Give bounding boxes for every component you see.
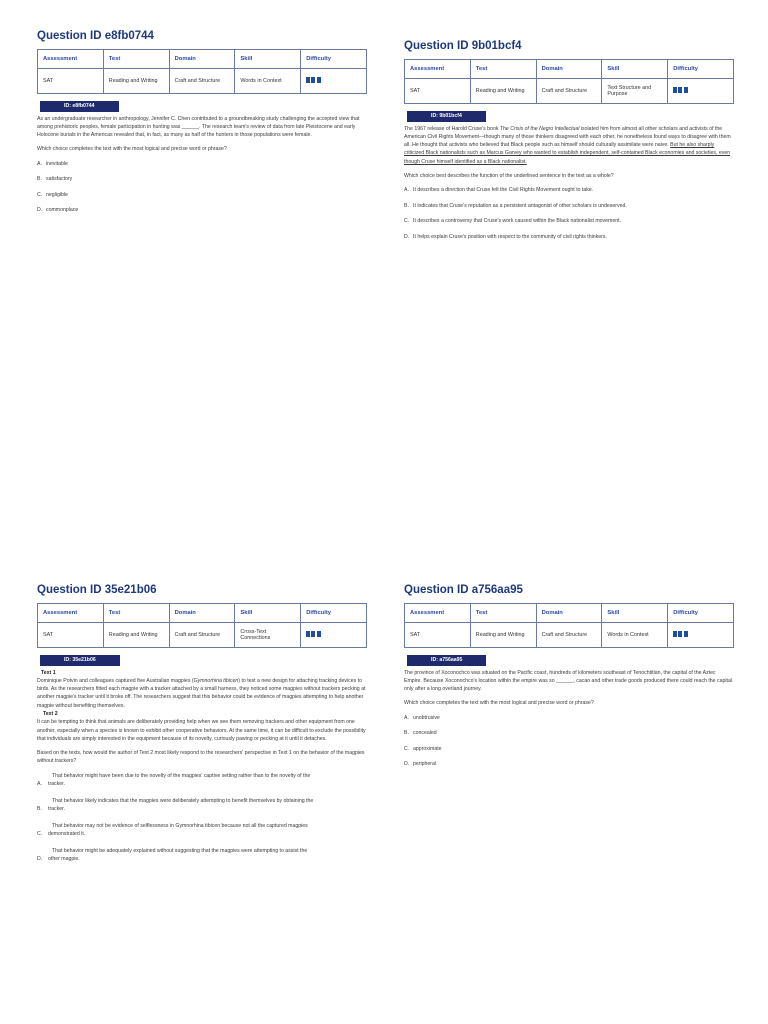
passage: As an undergraduate researcher in anthropology, Jennifer C. Chen contributed to a groundbreaking study challenging the accepted view that among prehistoric peoples, female participation in hunting was ______. The research team's review of data from late Pleistocene and early Holocene burials in the Americas revealed that, in fact, as many as half of the hunters in those populations were female. Which choice completes the text with the most logical and precise word or phrase? <box>37 115 367 154</box>
choice-b[interactable]: B. That behavior likely indicates that the magpies were deliberately attempting to benefit themselves by obtaining the tracker. <box>37 797 314 812</box>
id-badge: ID: 35e21b06 <box>40 655 120 666</box>
choice-d[interactable]: D. commonplace <box>37 207 79 214</box>
choice-d[interactable]: D. It helps explain Cruse's position with respect to the community of civil rights thinkers. <box>404 233 607 240</box>
choice-d[interactable]: D. That behavior might be adequately explained without suggesting that the magpies were attempting to assist the other magpie. <box>37 847 308 862</box>
question-title: Question ID a756aa95 <box>404 584 523 596</box>
question-panel-e8fb0744 <box>37 30 367 222</box>
cell-difficulty <box>301 69 367 94</box>
difficulty-bar <box>306 77 310 83</box>
cell-difficulty <box>301 623 367 648</box>
choice-a[interactable]: A. That behavior might have been due to the novelty of the magpies' captive setting rather than to the novelty of the tracker. <box>37 772 311 787</box>
question-meta-table <box>37 603 367 648</box>
cell-domain: Craft and Structure <box>169 69 235 94</box>
choice-d[interactable]: D. peripheral <box>404 761 437 768</box>
cell-assessment: SAT <box>405 79 471 104</box>
id-badge: ID: a756aa95 <box>407 655 486 666</box>
difficulty-bars <box>306 77 321 83</box>
cell-skill: Text Structure and Purpose <box>602 79 668 104</box>
choice-c[interactable]: C. negligible <box>37 191 68 198</box>
difficulty-bar <box>678 631 682 637</box>
passage: Text 1 Dominique Potvin and colleagues captured five Australian magpies (Gymnorhina tibicen) to test a new design for attaching tracking devices to birds. As the researchers fitted each magpie with a tracker attached by a small harness, they noticed some magpies without trackers pecking at another magpie's tracker until it broke off. The researchers suggest that this behavior could be evidence of magpies attempting to help another magpie without benefiting themselves. Text 2 It can be tempting to think that animals are deliberately providing help when we see them removing trackers and other equipment from one another, especially when a species is known to exhibit other cooperative behaviors. At the same time, it can be difficult to exclude the possibility that individuals are simply interested in the equipment because of its novelty, curiously pawing or pecking at it until it detaches. Based on the texts, how would the author of Text 2 most likely respond to the researchers' perspective in Text 1 on the behavior of the magpies without trackers? <box>37 669 366 765</box>
difficulty-bar <box>678 87 682 93</box>
question-panel-35e21b06 <box>37 584 367 872</box>
choice-b[interactable]: B. satisfactory <box>37 176 73 183</box>
question-title: Question ID e8fb0744 <box>37 30 154 42</box>
cell-skill: Words in Context <box>602 623 668 648</box>
answer-choices <box>404 186 734 241</box>
header-assessment: Assessment <box>38 604 104 623</box>
difficulty-bars <box>306 631 321 637</box>
cell-domain: Craft and Structure <box>169 623 235 648</box>
cell-difficulty <box>668 79 734 104</box>
header-assessment: Assessment <box>38 50 104 69</box>
choice-a[interactable]: A. inevitable <box>37 160 68 167</box>
cell-difficulty <box>668 623 734 648</box>
text2-label: Text 2 <box>43 710 58 717</box>
header-test: Test <box>103 50 169 69</box>
question-prompt: Which choice completes the text with the most logical and precise word or phrase? <box>37 146 227 153</box>
cell-domain: Craft and Structure <box>536 623 602 648</box>
id-badge: ID: e8fb0744 <box>40 101 119 112</box>
id-badge: ID: 9b01bcf4 <box>407 111 486 122</box>
difficulty-bar <box>306 631 310 637</box>
header-domain: Domain <box>536 604 602 623</box>
difficulty-bar <box>684 631 688 637</box>
cell-assessment: SAT <box>405 623 471 648</box>
cell-domain: Craft and Structure <box>536 79 602 104</box>
choice-a[interactable]: A. It describes a direction that Cruse felt the Civil Rights Movement ought to take. <box>404 187 594 194</box>
question-meta-table <box>404 59 734 104</box>
header-difficulty: Difficulty <box>301 604 367 623</box>
header-skill: Skill <box>602 60 668 79</box>
header-difficulty: Difficulty <box>668 60 734 79</box>
difficulty-bar <box>673 631 677 637</box>
choice-c[interactable]: C. approximate <box>404 745 442 752</box>
header-assessment: Assessment <box>405 60 471 79</box>
header-skill: Skill <box>235 604 301 623</box>
passage: The 1967 release of Harold Cruse's book The Crisis of the Negro Intellectual isolated him from almost all other scholars and activists of the American Civil Rights Movement—though many of those thinkers disagreed with each other, he nonetheless found ways to disagree with them all. He thought that activists who believed that Black people such as himself should culturally assimilate were naive. But he also sharply criticized Black nationalists such as Marcus Garvey who wanted to establish independent, self-contained Black economies and societies, even though Cruse himself identified as a Black nationalist. Which choice best describes the function of the underlined sentence in the text as a whole? <box>404 125 734 181</box>
choice-c[interactable]: C. That behavior may not be evidence of selflessness in Gymnorhina tibicen because not all the captured magpies demonstrated it. <box>37 822 308 837</box>
answer-choices <box>404 714 734 769</box>
book-title: The Crisis of the Negro Intellectual <box>499 125 580 132</box>
question-prompt: Based on the texts, how would the author of Text 2 most likely respond to the researchers' perspective in Text 1 on the behavior of the magpies without trackers? <box>37 750 365 765</box>
choice-c[interactable]: C. It describes a controversy that Cruse's work caused within the Black nationalist movement. <box>404 218 622 225</box>
difficulty-bars <box>673 87 688 93</box>
header-difficulty: Difficulty <box>301 50 367 69</box>
question-title: Question ID 9b01bcf4 <box>404 40 522 52</box>
underlined-sentence: But he also sharply criticized Black nationalists such as Marcus Garvey who wanted to establish independent, self-contained Black economies and societies, even though Cruse himself identified as a Black nationalist. <box>404 142 731 165</box>
header-domain: Domain <box>169 604 235 623</box>
cell-test: Reading and Writing <box>103 69 169 94</box>
question-meta-table <box>37 49 367 94</box>
header-test: Test <box>103 604 169 623</box>
cell-test: Reading and Writing <box>103 623 169 648</box>
difficulty-bar <box>311 77 315 83</box>
text1-label: Text 1 <box>41 669 56 676</box>
choice-b[interactable]: B. It indicates that Cruse's reputation as a persistent antagonist of other scholars is undeserved. <box>404 202 627 209</box>
header-domain: Domain <box>169 50 235 69</box>
difficulty-bar <box>317 77 321 83</box>
answer-choices <box>37 772 367 863</box>
difficulty-bar <box>673 87 677 93</box>
cell-assessment: SAT <box>38 69 104 94</box>
cell-assessment: SAT <box>38 623 104 648</box>
passage: The province of Xoconochco was situated on the Pacific coast, hundreds of kilometers southeast of Tenochtitlan, the capital of the Aztec Empire. Because Xoconochco's location within the empire was so ______, cacao and other trade goods produced there could reach the capital only after a long overland journey. Which choice completes the text with the most logical and precise word or phrase? <box>404 669 733 707</box>
difficulty-bar <box>684 87 688 93</box>
header-skill: Skill <box>235 50 301 69</box>
difficulty-bar <box>317 631 321 637</box>
cell-skill: Words in Context <box>235 69 301 94</box>
cell-test: Reading and Writing <box>470 79 536 104</box>
cell-test: Reading and Writing <box>470 623 536 648</box>
header-domain: Domain <box>536 60 602 79</box>
question-meta-table <box>404 603 734 648</box>
header-assessment: Assessment <box>405 604 471 623</box>
header-difficulty: Difficulty <box>668 604 734 623</box>
difficulty-bars <box>673 631 688 637</box>
choice-a[interactable]: A. unobtrusive <box>404 714 440 721</box>
question-prompt: Which choice completes the text with the most logical and precise word or phrase? <box>404 700 594 707</box>
question-panel-9b01bcf4 <box>404 40 734 248</box>
answer-choices <box>37 160 367 215</box>
question-prompt: Which choice best describes the function of the underlined sentence in the text as a whole? <box>404 172 614 179</box>
header-test: Test <box>470 604 536 623</box>
cell-skill: Cross-Text Connections <box>235 623 301 648</box>
header-skill: Skill <box>602 604 668 623</box>
header-test: Test <box>470 60 536 79</box>
question-panel-a756aa95 <box>404 584 734 776</box>
choice-b[interactable]: B. concealed <box>404 730 437 737</box>
difficulty-bar <box>311 631 315 637</box>
question-title: Question ID 35e21b06 <box>37 584 157 596</box>
